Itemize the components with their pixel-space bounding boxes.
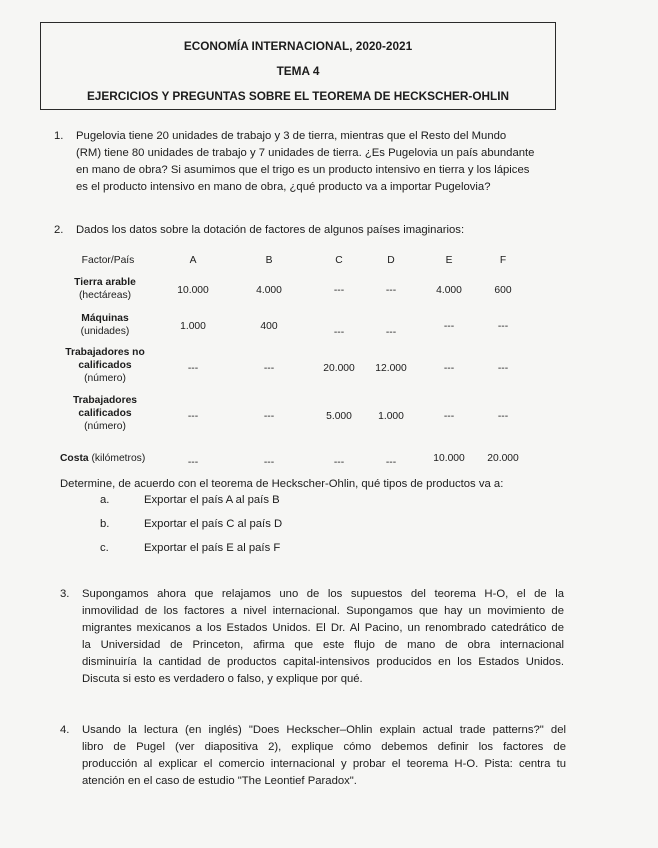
table-cell: --- (333, 285, 345, 296)
question-line: migrantes mexicanos a los Estados Unidos. El Dr. Al Pacino, un renombrado catedrático de (82, 622, 564, 634)
question-line: Supongamos ahora que relajamos uno de los supuestos del teorema H-O, el de la (82, 588, 564, 600)
table-cell: --- (497, 411, 509, 422)
row-label-main: Trabajadores no calificados (65, 347, 145, 371)
row-label (60, 276, 150, 302)
question-line: (RM) tiene 80 unidades de trabajo y 7 unidades de tierra. ¿Es Pugelovia un país abundante (76, 147, 535, 159)
table-cell: 600 (494, 285, 512, 296)
question-line: Pugelovia tiene 20 unidades de trabajo y 3 de tierra, mientras que el Resto del Mundo (76, 130, 507, 142)
table-cell: --- (263, 457, 275, 468)
question-line: en mano de obra? Si asumimos que el trigo es un producto intensivo en tierra y los lápices (76, 164, 530, 176)
table-cell: --- (497, 321, 509, 332)
sub-item-letter: a. (100, 494, 110, 506)
row-label-main: Máquinas (81, 313, 129, 324)
column-header: B (265, 255, 273, 266)
question-line: es el producto intensivo en mano de obra, ¿qué producto va a importar Pugelovia? (76, 181, 491, 193)
row-label-main: Tierra arable (74, 277, 136, 288)
question-intro: Dados los datos sobre la dotación de factores de algunos países imaginarios: (76, 224, 465, 236)
row-label (60, 346, 150, 385)
row-label (60, 312, 150, 338)
table-cell: --- (443, 321, 455, 332)
table-cell: 5.000 (326, 411, 352, 422)
table-cell: --- (385, 285, 397, 296)
table-cell: 10.000 (433, 453, 465, 464)
row-label (60, 394, 150, 433)
table-cell: --- (187, 363, 199, 374)
table-cell: 1.000 (378, 411, 404, 422)
table-cell: 1.000 (180, 321, 206, 332)
table-cell: --- (333, 327, 345, 338)
question-number: 3. (60, 588, 70, 600)
sub-item-text: Exportar el país C al país D (144, 518, 283, 530)
question-line: disminuiría la cantidad de productos capital-intensivos producidos en los Estados Unidos. (82, 656, 564, 668)
question-line: la Universidad de Princeton, afirma que este flujo de mano de obra internacional (82, 639, 564, 651)
question-line: producción al explicar el comercio internacional y probar el teorema H-O. Pista: centra tu (82, 758, 566, 770)
column-header: A (189, 255, 197, 266)
sub-item-letter: c. (100, 542, 109, 554)
table-cell: --- (497, 363, 509, 374)
factor-endowment-table (60, 248, 580, 470)
table-cell: --- (263, 411, 275, 422)
row-label-unit: (número) (84, 373, 126, 384)
table-cell: --- (187, 457, 199, 468)
table-cell: 10.000 (177, 285, 209, 296)
sub-item-letter: b. (100, 518, 110, 530)
document-title: EJERCICIOS Y PREGUNTAS SOBRE EL TEOREMA DE HECKSCHER-OHLIN (86, 89, 510, 103)
question-line: Usando la lectura (en inglés) "Does Heckscher–Ohlin explain actual trade patterns?" del (82, 724, 566, 736)
column-header: F (499, 255, 507, 266)
question-line: atención en el caso de estudio "The Leontief Paradox". (82, 775, 357, 787)
table-cell: --- (385, 327, 397, 338)
topic-title: TEMA 4 (276, 64, 320, 78)
question-number: 4. (60, 724, 70, 736)
title-box (40, 22, 556, 110)
sub-item-text: Exportar el país A al país B (144, 494, 280, 506)
table-cell: --- (333, 457, 345, 468)
row-label-main: Costa (60, 453, 89, 464)
table-cell: 4.000 (436, 285, 462, 296)
table-cell: 4.000 (256, 285, 282, 296)
table-cell: 20.000 (323, 363, 355, 374)
table-cell: 400 (260, 321, 278, 332)
question-line: Discuta si esto es verdadero o falso, y explique por qué. (82, 673, 363, 685)
row-label-unit: (kilómetros) (91, 453, 146, 464)
table-cell: 20.000 (487, 453, 519, 464)
row-label-main: Trabajadores calificados (72, 395, 138, 419)
question-2-prompt: Determine, de acuerdo con el teorema de Heckscher-Ohlin, qué tipos de productos va a: (60, 478, 504, 490)
table-cell: 12.000 (375, 363, 407, 374)
row-label-unit: (hectáreas) (78, 290, 132, 301)
question-number: 2. (54, 224, 64, 236)
row-label (60, 452, 156, 465)
table-corner-header: Factor/País (81, 255, 135, 266)
question-line: inmovilidad de los factores a nivel internacional. Supongamos que hay un movimiento de (82, 605, 564, 617)
table-cell: --- (443, 363, 455, 374)
question-line: libro de Pugel (ver diapositiva 2), explique cómo debemos definir los factores de (82, 741, 566, 753)
row-label-unit: (unidades) (80, 326, 130, 337)
row-label-unit: (número) (84, 421, 126, 432)
table-cell: --- (443, 411, 455, 422)
course-title: ECONOMÍA INTERNACIONAL, 2020-2021 (183, 39, 413, 53)
column-header: D (387, 255, 395, 266)
table-cell: --- (263, 363, 275, 374)
table-cell: --- (187, 411, 199, 422)
question-number: 1. (54, 130, 64, 142)
table-cell: --- (385, 457, 397, 468)
column-header: C (335, 255, 343, 266)
column-header: E (445, 255, 453, 266)
sub-item-text: Exportar el país E al país F (144, 542, 281, 554)
